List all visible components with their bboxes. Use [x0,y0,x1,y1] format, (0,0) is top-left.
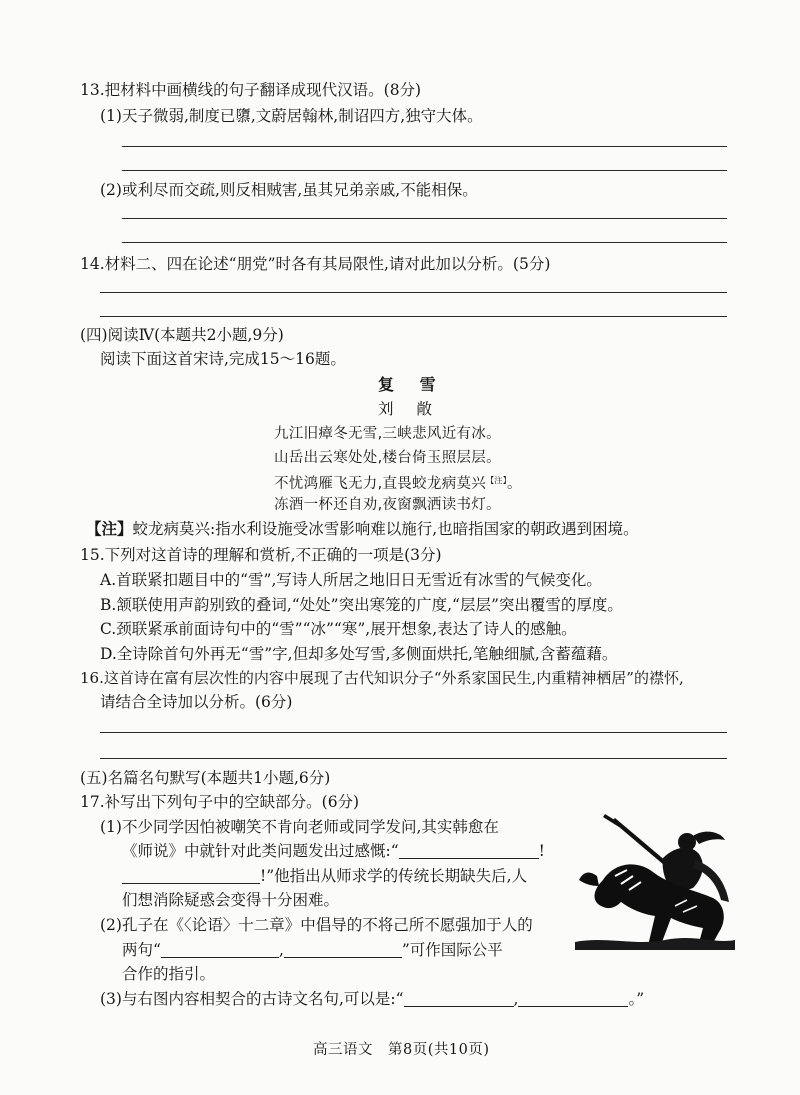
q16-stem-line1: 16.这首诗在富有层次性的内容中展现了古代知识分子“外系家国民生,内重精神栖居”的襟怀, [80,669,684,687]
poem-note-mark: 【注】 [486,476,508,485]
page-footer: 高三语文 第8页(共10页) [313,1042,490,1058]
q15-option-c: C.颈联紧承前面诗句中的“雪”“冰”“寒”,展开想象,表达了诗人的感触。 [100,620,577,638]
section4-header: (四)阅读Ⅳ(本题共2小题,9分) [80,326,284,344]
poem-line-4: 冻酒一杯还自劝,夜窗飘洒读书灯。 [274,497,501,513]
poem-line-1: 九江旧瘴冬无雪,三峡悲风近有冰。 [274,426,501,442]
answer-line [100,292,727,293]
poem-line-3-text: 不忧鸿雁飞无力,直畏蛟龙病莫兴 [274,476,487,492]
horseman-illustration [575,810,735,950]
q13-stem: 13.把材料中画横线的句子翻译成现代汉语。(8分) [80,81,422,99]
poem-line-3: 不忧鸿雁飞无力,直畏蛟龙病莫兴$^{【注】}$。 [274,476,522,492]
q17-item1-line1: (1)不少同学因怕被嘲笑不肯向老师或同学发问,其实韩愈在 [100,818,499,836]
answer-line [122,146,727,147]
q14-stem: 14.材料二、四在论述“朋党”时各有其局限性,请对此加以分析。(5分) [80,255,551,273]
answer-line [122,170,727,171]
poem-title: 复 雪 [378,375,446,394]
q17-item2-text-2: ”可作国际公平 [401,941,503,959]
answer-line [100,316,727,317]
section5-header: (五)名篇名句默写(本题共1小题,6分) [80,769,331,787]
answer-line [100,732,727,733]
q15-option-b: B.颔联使用声韵别致的叠词,“处处”突出寒笼的广度,“层层”突出覆雪的厚度。 [100,596,623,614]
q17-item3-line [100,989,644,1009]
blank-1[interactable] [399,843,539,859]
q13-item2: (2)或利尽而交疏,则反相贼害,虽其兄弟亲戚,不能相保。 [100,181,478,199]
q17-item3-comma: , [513,990,519,1008]
blank-5[interactable] [404,991,514,1007]
q17-item1-line3 [122,866,527,886]
q17-item2-line3: 合作的指引。 [122,965,216,983]
q17-item2-comma: , [278,941,284,959]
answer-line [122,242,727,243]
note-label: 【注】 [86,519,133,538]
q17-item3-text: (3)与右图内容相契合的古诗文名句,可以是:“ [100,990,404,1008]
blank-4[interactable] [284,942,402,958]
answer-line [122,218,727,219]
note-text: 蛟龙病莫兴:指水利设施受冰雪影响难以施行,也暗指国家的朝政遇到困境。 [132,520,639,538]
poem-line-2: 山岳出云寒处处,楼台倚玉照层层。 [274,450,501,466]
q17-item2-line2 [122,940,503,960]
answer-line [100,758,727,759]
blank-3[interactable] [161,942,279,958]
q17-item1-line4: 们想消除疑惑会变得十分困难。 [122,891,340,909]
blank-6[interactable] [518,991,628,1007]
q17-item2-line1: (2)孔子在《〈论语〉十二章》中倡导的不将己所不愿强加于人的 [100,916,533,934]
q17-item1-line2 [122,841,545,861]
blank-2[interactable] [122,868,260,884]
q17-item1-text-2: !”他指出从师求学的传统长期缺失后,人 [260,867,528,885]
q17-item3-end: 。” [628,990,645,1008]
q17-item1-text: 《师说》中就针对此类问题发出过感慨:“ [122,842,399,860]
q13-item1: (1)天子微弱,制度已隳,文蔚居翰林,制诏四方,独守大体。 [100,107,483,125]
q17-stem: 17.补写出下列句子中的空缺部分。(6分) [80,793,360,811]
q16-stem-line2: 请结合全诗加以分析。(6分) [100,693,293,711]
q17-item2-text: 两句“ [122,941,161,959]
poem-author: 刘 敞 [378,400,441,418]
q15-option-d: D.全诗除首句外再无“雪”字,但却多处写雪,多侧面烘托,笔触细腻,含蓄蕴藉。 [100,645,618,663]
q15-stem: 15.下列对这首诗的理解和赏析,不正确的一项是(3分) [80,546,442,564]
poem-note [86,519,639,539]
section4-intro: 阅读下面这首宋诗,完成15～16题。 [100,350,346,368]
q15-option-a: A.首联紧扣题目中的“雪”,写诗人所居之地旧日无雪近有冰雪的气候变化。 [100,571,602,589]
q17-item1-punct: ! [538,842,545,860]
